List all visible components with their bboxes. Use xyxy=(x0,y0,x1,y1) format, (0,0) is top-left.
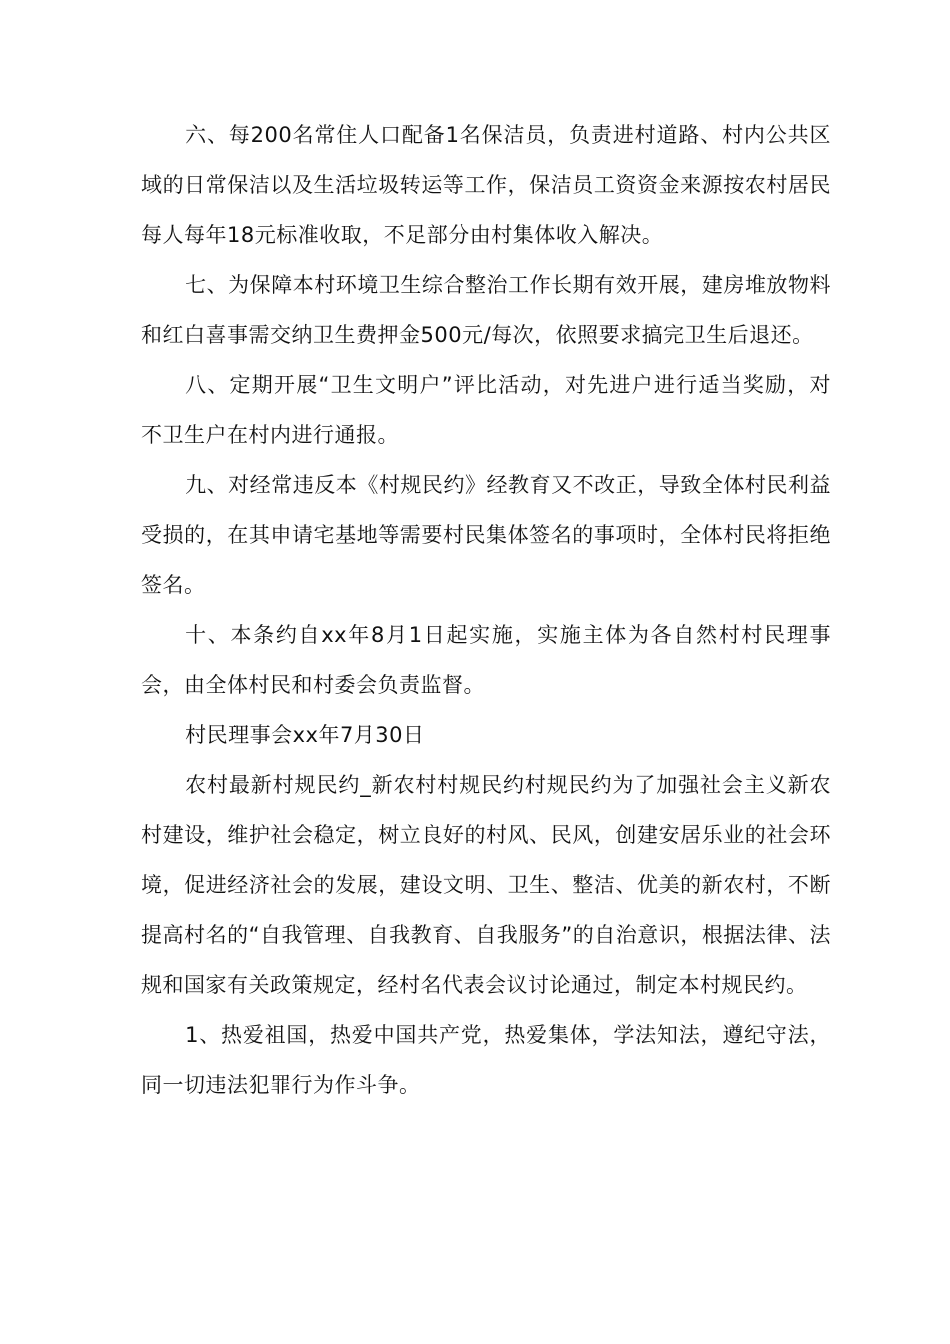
paragraph-item-1: 1、热爱祖国，热爱中国共产党，热爱集体，学法知法，遵纪守法，同一切违法犯罪行为作斗争。 xyxy=(141,1023,831,1097)
paragraph-article-10: 十、本条约自xx年8月1日起实施，实施主体为各自然村村民理事会，由全体村民和村委会负责监督。 xyxy=(141,623,831,697)
paragraph-article-8: 八、定期开展“卫生文明户”评比活动，对先进户进行适当奖励，对不卫生户在村内进行通报。 xyxy=(141,373,831,447)
signature-date-line: 村民理事会xx年7月30日 xyxy=(185,723,425,747)
document-body xyxy=(141,110,831,1110)
paragraph-article-7: 七、为保障本村环境卫生综合整治工作长期有效开展，建房堆放物料和红白喜事需交纳卫生费押金500元/每次，依照要求搞完卫生后退还。 xyxy=(141,273,831,347)
paragraph-article-9: 九、对经常违反本《村规民约》经教育又不改正，导致全体村民利益受损的，在其申请宅基地等需要村民集体签名的事项时，全体村民将拒绝签名。 xyxy=(141,473,831,597)
paragraph-new-village-intro: 农村最新村规民约_新农村村规民约村规民约为了加强社会主义新农村建设，维护社会稳定，树立良好的村风、民风，创建安居乐业的社会环境，促进经济社会的发展，建设文明、卫生、整洁、优美的新农村，不断提高村名的“自我管理、自我教育、自我服务”的自治意识，根据法律、法规和国家有关政策规定，经村名代表会议讨论通过，制定本村规民约。 xyxy=(141,773,831,997)
paragraph-article-6: 六、每200名常住人口配备1名保洁员，负责进村道路、村内公共区域的日常保洁以及生活垃圾转运等工作，保洁员工资资金来源按农村居民每人每年18元标准收取，不足部分由村集体收入解决。 xyxy=(141,123,831,247)
